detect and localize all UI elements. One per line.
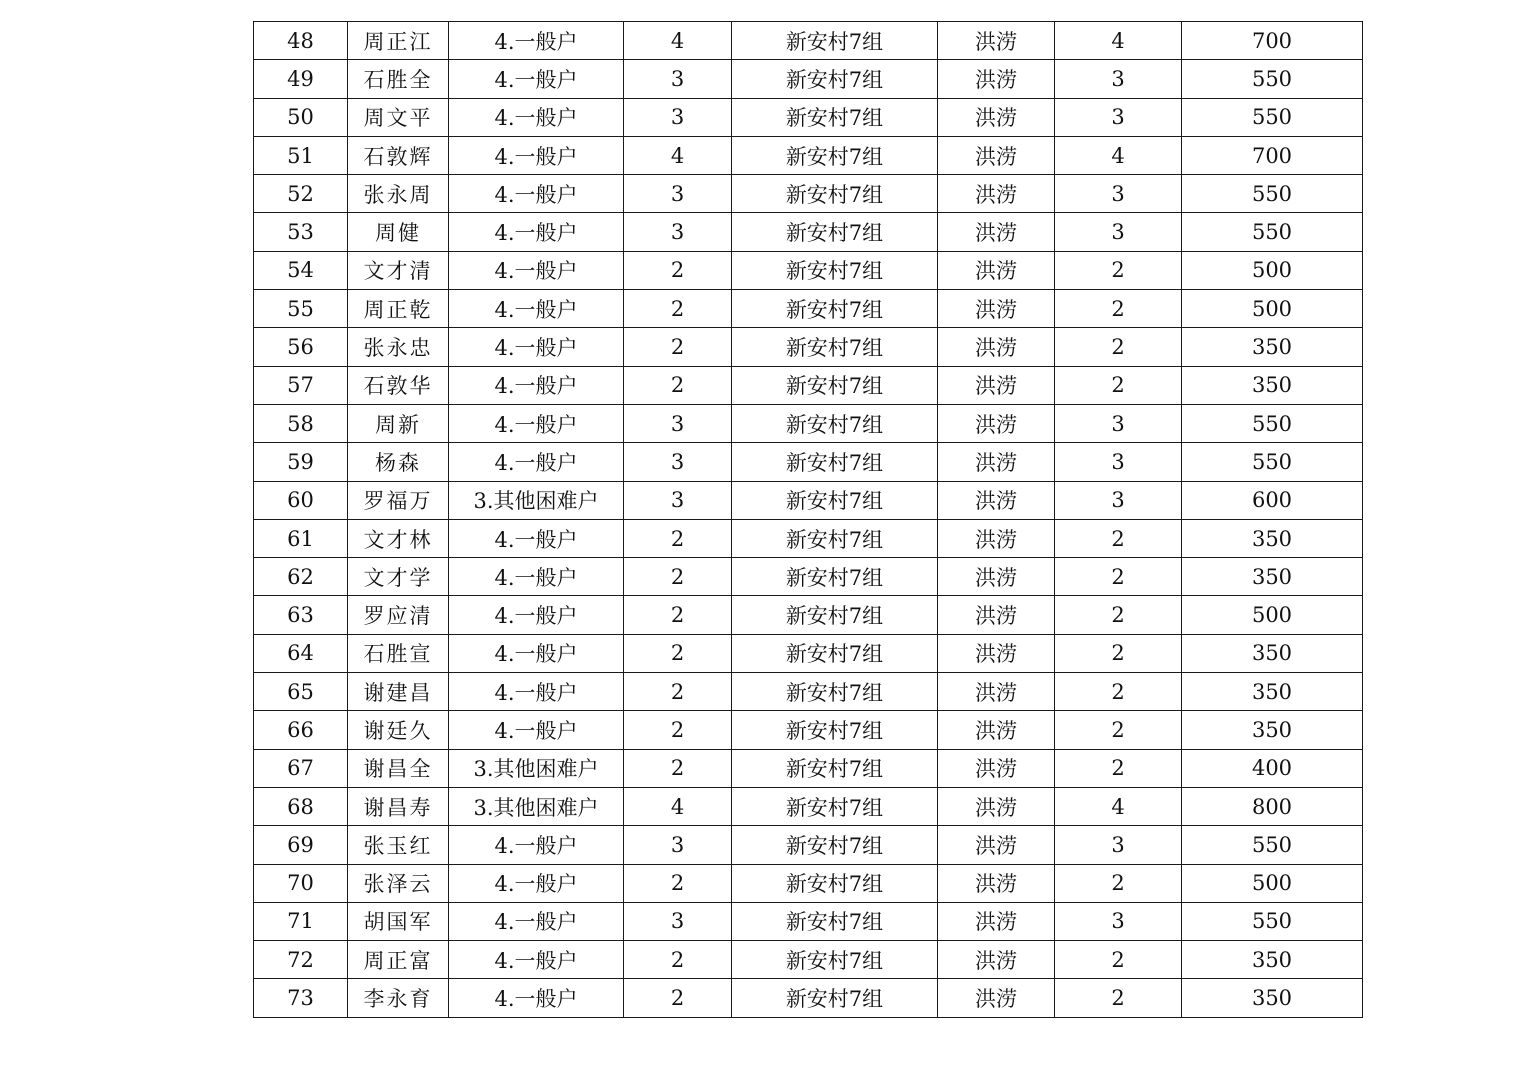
household-category-cell: 4.一般户 [449, 404, 624, 442]
affected-persons-cell: 4 [1055, 22, 1182, 60]
disaster-type-cell: 洪涝 [938, 98, 1055, 136]
amount-cell: 350 [1182, 558, 1363, 596]
disaster-type-cell: 洪涝 [938, 175, 1055, 213]
household-category-cell: 4.一般户 [449, 979, 624, 1017]
disaster-type-cell: 洪涝 [938, 136, 1055, 174]
row-number-cell: 54 [254, 251, 348, 289]
household-name-cell: 张泽云 [348, 864, 449, 902]
household-name-cell: 周正富 [348, 941, 449, 979]
table-row [254, 634, 1363, 672]
village-group-cell: 新安村7组 [732, 558, 938, 596]
row-number-cell: 59 [254, 443, 348, 481]
disaster-type-cell: 洪涝 [938, 673, 1055, 711]
amount-cell: 350 [1182, 941, 1363, 979]
disaster-type-cell: 洪涝 [938, 22, 1055, 60]
family-size-cell: 3 [624, 213, 732, 251]
household-category-cell: 4.一般户 [449, 711, 624, 749]
table-row [254, 941, 1363, 979]
affected-persons-cell: 4 [1055, 136, 1182, 174]
village-group-cell: 新安村7组 [732, 941, 938, 979]
affected-persons-cell: 3 [1055, 826, 1182, 864]
family-size-cell: 2 [624, 290, 732, 328]
disaster-type-cell: 洪涝 [938, 749, 1055, 787]
village-group-cell: 新安村7组 [732, 136, 938, 174]
amount-cell: 350 [1182, 711, 1363, 749]
household-name-cell: 文才清 [348, 251, 449, 289]
family-size-cell: 2 [624, 941, 732, 979]
family-size-cell: 3 [624, 481, 732, 519]
affected-persons-cell: 2 [1055, 711, 1182, 749]
household-name-cell: 张玉红 [348, 826, 449, 864]
row-number-cell: 49 [254, 60, 348, 98]
row-number-cell: 63 [254, 596, 348, 634]
affected-persons-cell: 2 [1055, 558, 1182, 596]
amount-cell: 500 [1182, 596, 1363, 634]
disaster-type-cell: 洪涝 [938, 558, 1055, 596]
affected-persons-cell: 2 [1055, 290, 1182, 328]
affected-persons-cell: 3 [1055, 902, 1182, 940]
household-name-cell: 周正乾 [348, 290, 449, 328]
amount-cell: 550 [1182, 443, 1363, 481]
household-category-cell: 4.一般户 [449, 175, 624, 213]
affected-persons-cell: 2 [1055, 634, 1182, 672]
disaster-type-cell: 洪涝 [938, 481, 1055, 519]
household-name-cell: 石敦华 [348, 366, 449, 404]
disaster-type-cell: 洪涝 [938, 787, 1055, 825]
disaster-type-cell: 洪涝 [938, 902, 1055, 940]
family-size-cell: 4 [624, 22, 732, 60]
disaster-type-cell: 洪涝 [938, 251, 1055, 289]
row-number-cell: 62 [254, 558, 348, 596]
household-category-cell: 4.一般户 [449, 941, 624, 979]
affected-persons-cell: 2 [1055, 673, 1182, 711]
household-category-cell: 4.一般户 [449, 60, 624, 98]
family-size-cell: 2 [624, 634, 732, 672]
table-row [254, 98, 1363, 136]
village-group-cell: 新安村7组 [732, 290, 938, 328]
table-row [254, 787, 1363, 825]
disaster-type-cell: 洪涝 [938, 519, 1055, 557]
affected-persons-cell: 3 [1055, 404, 1182, 442]
village-group-cell: 新安村7组 [732, 673, 938, 711]
row-number-cell: 73 [254, 979, 348, 1017]
household-name-cell: 石胜全 [348, 60, 449, 98]
table-row [254, 519, 1363, 557]
family-size-cell: 3 [624, 60, 732, 98]
household-category-cell: 4.一般户 [449, 328, 624, 366]
row-number-cell: 68 [254, 787, 348, 825]
row-number-cell: 71 [254, 902, 348, 940]
family-size-cell: 3 [624, 902, 732, 940]
table-row [254, 864, 1363, 902]
household-category-cell: 4.一般户 [449, 519, 624, 557]
row-number-cell: 70 [254, 864, 348, 902]
table-row [254, 22, 1363, 60]
household-category-cell: 4.一般户 [449, 558, 624, 596]
family-size-cell: 3 [624, 443, 732, 481]
household-name-cell: 石胜宣 [348, 634, 449, 672]
household-name-cell: 杨森 [348, 443, 449, 481]
affected-persons-cell: 3 [1055, 60, 1182, 98]
table-row [254, 749, 1363, 787]
family-size-cell: 2 [624, 328, 732, 366]
household-category-cell: 4.一般户 [449, 864, 624, 902]
row-number-cell: 48 [254, 22, 348, 60]
household-category-cell: 4.一般户 [449, 443, 624, 481]
village-group-cell: 新安村7组 [732, 404, 938, 442]
disaster-type-cell: 洪涝 [938, 366, 1055, 404]
row-number-cell: 66 [254, 711, 348, 749]
disaster-type-cell: 洪涝 [938, 290, 1055, 328]
affected-persons-cell: 3 [1055, 98, 1182, 136]
disaster-type-cell: 洪涝 [938, 213, 1055, 251]
amount-cell: 550 [1182, 60, 1363, 98]
village-group-cell: 新安村7组 [732, 328, 938, 366]
family-size-cell: 2 [624, 519, 732, 557]
disaster-type-cell: 洪涝 [938, 404, 1055, 442]
row-number-cell: 58 [254, 404, 348, 442]
village-group-cell: 新安村7组 [732, 213, 938, 251]
household-category-cell: 4.一般户 [449, 290, 624, 328]
row-number-cell: 72 [254, 941, 348, 979]
table-row [254, 979, 1363, 1017]
affected-persons-cell: 4 [1055, 787, 1182, 825]
family-size-cell: 2 [624, 711, 732, 749]
household-name-cell: 石敦辉 [348, 136, 449, 174]
affected-persons-cell: 2 [1055, 979, 1182, 1017]
amount-cell: 500 [1182, 290, 1363, 328]
family-size-cell: 2 [624, 864, 732, 902]
family-size-cell: 4 [624, 136, 732, 174]
household-name-cell: 罗应清 [348, 596, 449, 634]
village-group-cell: 新安村7组 [732, 979, 938, 1017]
table-row [254, 902, 1363, 940]
household-name-cell: 谢廷久 [348, 711, 449, 749]
household-category-cell: 3.其他困难户 [449, 481, 624, 519]
family-size-cell: 2 [624, 749, 732, 787]
household-name-cell: 周正江 [348, 22, 449, 60]
affected-persons-cell: 2 [1055, 864, 1182, 902]
affected-persons-cell: 2 [1055, 941, 1182, 979]
household-category-cell: 4.一般户 [449, 213, 624, 251]
affected-persons-cell: 3 [1055, 481, 1182, 519]
affected-persons-cell: 2 [1055, 519, 1182, 557]
table-row [254, 826, 1363, 864]
amount-cell: 550 [1182, 98, 1363, 136]
village-group-cell: 新安村7组 [732, 711, 938, 749]
village-group-cell: 新安村7组 [732, 787, 938, 825]
household-name-cell: 胡国军 [348, 902, 449, 940]
table-row [254, 711, 1363, 749]
table-row [254, 673, 1363, 711]
village-group-cell: 新安村7组 [732, 60, 938, 98]
amount-cell: 600 [1182, 481, 1363, 519]
household-name-cell: 周健 [348, 213, 449, 251]
household-category-cell: 4.一般户 [449, 673, 624, 711]
family-size-cell: 2 [624, 979, 732, 1017]
row-number-cell: 52 [254, 175, 348, 213]
family-size-cell: 3 [624, 404, 732, 442]
table-row [254, 290, 1363, 328]
disaster-type-cell: 洪涝 [938, 864, 1055, 902]
amount-cell: 550 [1182, 826, 1363, 864]
family-size-cell: 2 [624, 251, 732, 289]
village-group-cell: 新安村7组 [732, 175, 938, 213]
amount-cell: 350 [1182, 673, 1363, 711]
village-group-cell: 新安村7组 [732, 634, 938, 672]
disaster-type-cell: 洪涝 [938, 634, 1055, 672]
amount-cell: 550 [1182, 404, 1363, 442]
affected-persons-cell: 3 [1055, 175, 1182, 213]
affected-persons-cell: 2 [1055, 596, 1182, 634]
household-name-cell: 罗福万 [348, 481, 449, 519]
household-category-cell: 3.其他困难户 [449, 749, 624, 787]
village-group-cell: 新安村7组 [732, 902, 938, 940]
affected-persons-cell: 3 [1055, 443, 1182, 481]
household-category-cell: 4.一般户 [449, 366, 624, 404]
household-name-cell: 文才学 [348, 558, 449, 596]
row-number-cell: 65 [254, 673, 348, 711]
table-row [254, 60, 1363, 98]
household-category-cell: 4.一般户 [449, 98, 624, 136]
row-number-cell: 61 [254, 519, 348, 557]
household-category-cell: 4.一般户 [449, 634, 624, 672]
village-group-cell: 新安村7组 [732, 251, 938, 289]
village-group-cell: 新安村7组 [732, 596, 938, 634]
household-category-cell: 4.一般户 [449, 596, 624, 634]
amount-cell: 350 [1182, 519, 1363, 557]
household-category-cell: 4.一般户 [449, 902, 624, 940]
household-name-cell: 张永忠 [348, 328, 449, 366]
disaster-type-cell: 洪涝 [938, 826, 1055, 864]
amount-cell: 350 [1182, 979, 1363, 1017]
table-row [254, 251, 1363, 289]
amount-cell: 550 [1182, 213, 1363, 251]
amount-cell: 550 [1182, 175, 1363, 213]
amount-cell: 800 [1182, 787, 1363, 825]
row-number-cell: 60 [254, 481, 348, 519]
row-number-cell: 50 [254, 98, 348, 136]
table-row [254, 558, 1363, 596]
amount-cell: 500 [1182, 251, 1363, 289]
household-name-cell: 周文平 [348, 98, 449, 136]
household-name-cell: 李永育 [348, 979, 449, 1017]
household-name-cell: 周新 [348, 404, 449, 442]
table-row [254, 366, 1363, 404]
village-group-cell: 新安村7组 [732, 749, 938, 787]
household-category-cell: 4.一般户 [449, 22, 624, 60]
amount-cell: 350 [1182, 366, 1363, 404]
table-row [254, 136, 1363, 174]
row-number-cell: 69 [254, 826, 348, 864]
village-group-cell: 新安村7组 [732, 98, 938, 136]
household-name-cell: 谢建昌 [348, 673, 449, 711]
village-group-cell: 新安村7组 [732, 519, 938, 557]
household-name-cell: 谢昌全 [348, 749, 449, 787]
table-row [254, 596, 1363, 634]
village-group-cell: 新安村7组 [732, 864, 938, 902]
family-size-cell: 3 [624, 826, 732, 864]
village-group-cell: 新安村7组 [732, 481, 938, 519]
household-name-cell: 谢昌寿 [348, 787, 449, 825]
household-category-cell: 3.其他困难户 [449, 787, 624, 825]
disaster-type-cell: 洪涝 [938, 941, 1055, 979]
household-category-cell: 4.一般户 [449, 826, 624, 864]
table-row [254, 213, 1363, 251]
village-group-cell: 新安村7组 [732, 826, 938, 864]
family-size-cell: 2 [624, 558, 732, 596]
family-size-cell: 2 [624, 596, 732, 634]
table-body [254, 22, 1363, 1018]
relief-table [253, 21, 1363, 1018]
affected-persons-cell: 2 [1055, 749, 1182, 787]
disaster-type-cell: 洪涝 [938, 328, 1055, 366]
row-number-cell: 57 [254, 366, 348, 404]
family-size-cell: 3 [624, 98, 732, 136]
amount-cell: 350 [1182, 328, 1363, 366]
row-number-cell: 55 [254, 290, 348, 328]
row-number-cell: 67 [254, 749, 348, 787]
family-size-cell: 2 [624, 673, 732, 711]
row-number-cell: 53 [254, 213, 348, 251]
village-group-cell: 新安村7组 [732, 22, 938, 60]
amount-cell: 700 [1182, 22, 1363, 60]
disaster-type-cell: 洪涝 [938, 596, 1055, 634]
affected-persons-cell: 2 [1055, 366, 1182, 404]
amount-cell: 400 [1182, 749, 1363, 787]
table-row [254, 175, 1363, 213]
table-row [254, 481, 1363, 519]
village-group-cell: 新安村7组 [732, 443, 938, 481]
village-group-cell: 新安村7组 [732, 366, 938, 404]
disaster-type-cell: 洪涝 [938, 60, 1055, 98]
row-number-cell: 51 [254, 136, 348, 174]
amount-cell: 550 [1182, 902, 1363, 940]
family-size-cell: 2 [624, 366, 732, 404]
disaster-type-cell: 洪涝 [938, 979, 1055, 1017]
row-number-cell: 64 [254, 634, 348, 672]
disaster-type-cell: 洪涝 [938, 443, 1055, 481]
amount-cell: 350 [1182, 634, 1363, 672]
household-name-cell: 张永周 [348, 175, 449, 213]
affected-persons-cell: 2 [1055, 328, 1182, 366]
disaster-type-cell: 洪涝 [938, 711, 1055, 749]
table-row [254, 328, 1363, 366]
household-category-cell: 4.一般户 [449, 251, 624, 289]
amount-cell: 700 [1182, 136, 1363, 174]
household-category-cell: 4.一般户 [449, 136, 624, 174]
affected-persons-cell: 2 [1055, 251, 1182, 289]
family-size-cell: 4 [624, 787, 732, 825]
family-size-cell: 3 [624, 175, 732, 213]
row-number-cell: 56 [254, 328, 348, 366]
affected-persons-cell: 3 [1055, 213, 1182, 251]
table-row [254, 404, 1363, 442]
household-name-cell: 文才林 [348, 519, 449, 557]
amount-cell: 500 [1182, 864, 1363, 902]
table-row [254, 443, 1363, 481]
